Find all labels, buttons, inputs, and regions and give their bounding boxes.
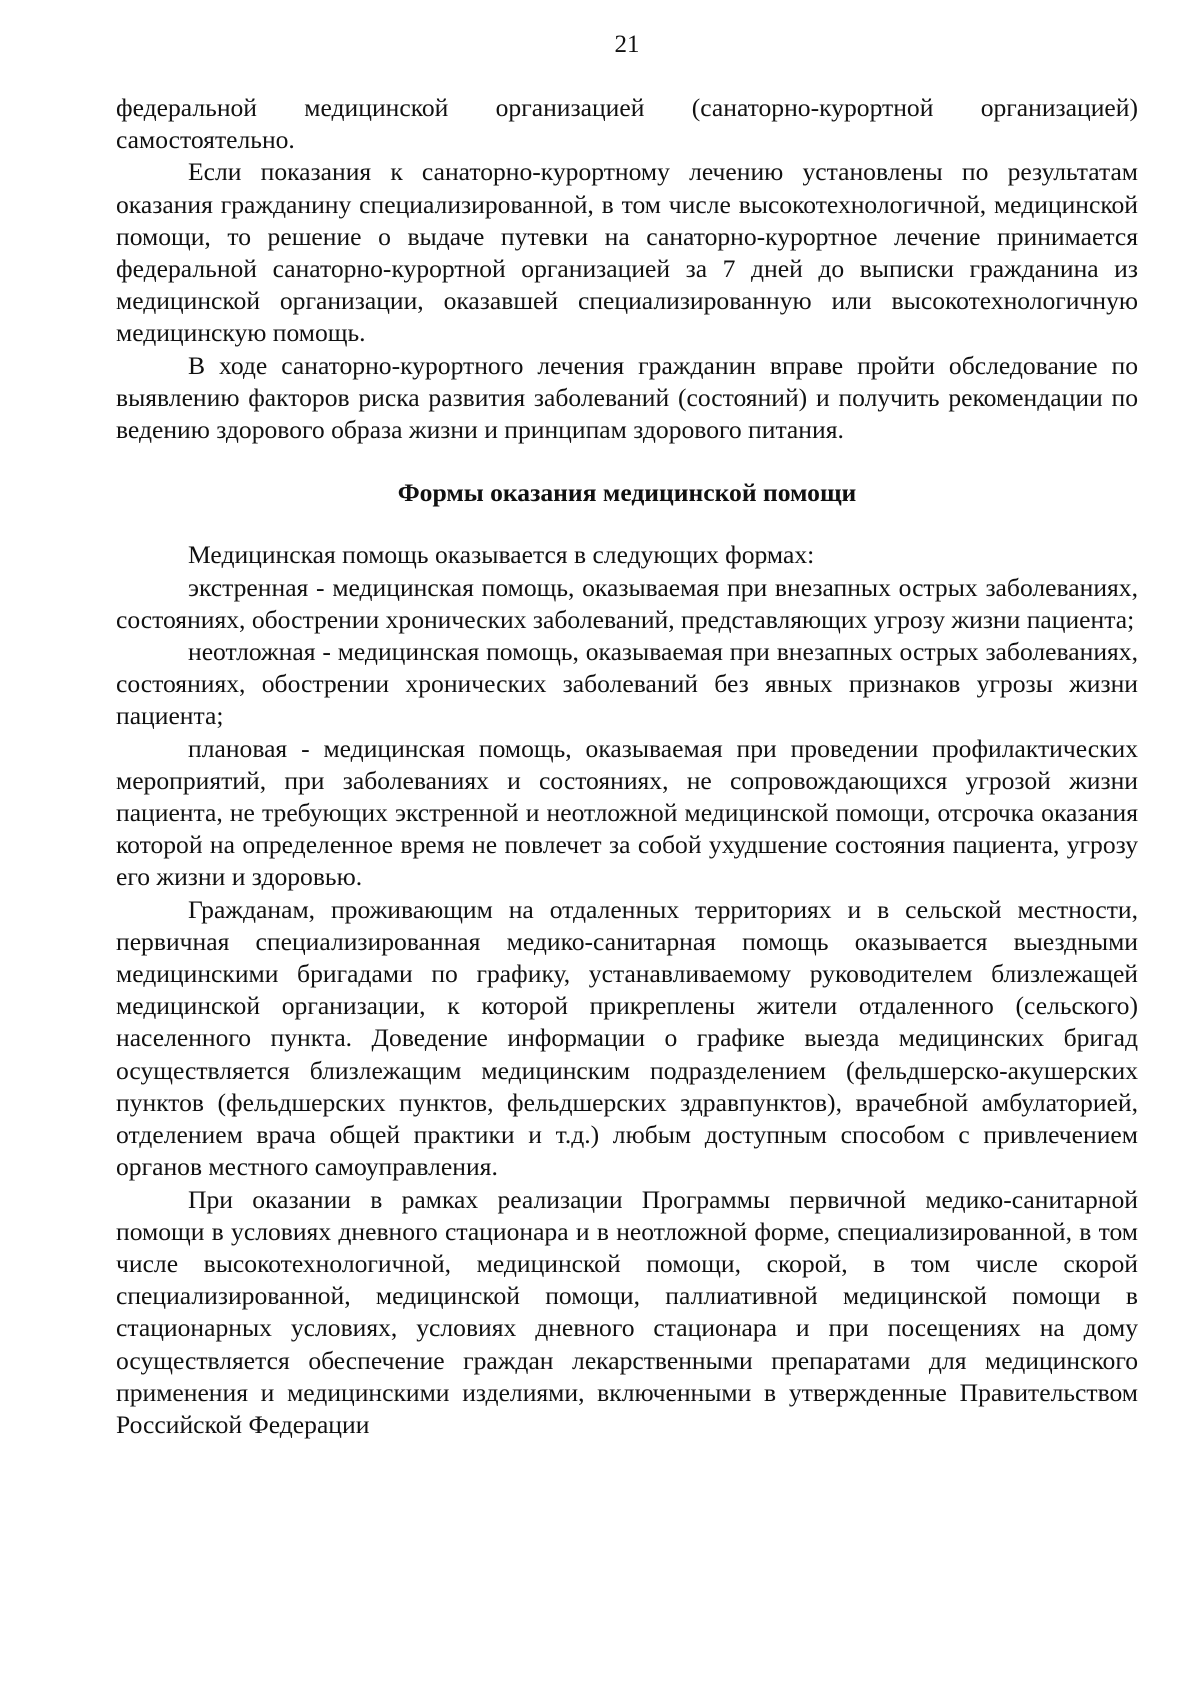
paragraph-form-emergency: экстренная - медицинская помощь, оказываемая при внезапных острых заболеваниях, состояниях, обострении хронических заболеваний, представляющих угрозу жизни пациента; [116,572,1138,634]
paragraph-forms-intro: Медицинская помощь оказывается в следующих формах: [188,540,815,570]
paragraph-sanatorium-indications: Если показания к санаторно-курортному лечению установлены по результатам оказания гражданину специализированной, в том числе высокотехнологичной, медицинской помощи, то решение о выдаче путевки на санаторно-курортное лечение принимается федеральной санаторно-курортной организацией за 7 дней до выписки гражданина из медицинской организации, оказавшей специализированную или высокотехнологичную медицинскую помощь. [116,157,1138,348]
paragraph-rural-care: Гражданам, проживающим на отдаленных территориях и в сельской местности, первичная специализированная медико-санитарная помощь оказывается выездными медицинскими бригадами по графику, устанавливаемому руководителем близлежащей медицинской организации, к которой прикреплены жители отдаленного (сельского) населенного пункта. Доведение информации о графике выезда медицинских бригад осуществляется близлежащим медицинским подразделением (фельдшерско-акушерских пунктов (фельдшерских пунктов, фельдшерских здравпунктов), врачебной амбулаторией, отделением врача общей практики и т.д.) любым доступным способом с привлечением органов местного самоуправления. [116,894,1138,1182]
paragraph-continuation: федеральной медицинской организацией (санаторно-курортной организацией) самостоятельно. [116,93,1138,155]
paragraph-form-planned: плановая - медицинская помощь, оказываемая при проведении профилактических мероприятий, при заболеваниях и состояниях, не сопровождающихся угрозой жизни пациента, не требующих экстренной и неотложной медицинской помощи, отсрочка оказания которой на определенное время не повлечет за собой ухудшение состояния пациента, угрозу его жизни и здоровью. [116,733,1138,892]
section-heading: Формы оказания медицинской помощи [397,478,857,508]
paragraph-drug-provision: При оказании в рамках реализации Программы первичной медико-санитарной помощи в условиях дневного стационара и в неотложной форме, специализированной, в том числе высокотехнологичной, медицинской помощи, скорой, в том числе скорой специализированной, медицинской помощи, паллиативной медицинской помощи в стационарных условиях, условиях дневного стационара и при посещениях на дому осуществляется обеспечение граждан лекарственными препаратами для медицинского применения и медицинскими изделиями, включенными в утвержденные Правительством Российской Федерации [116,1184,1138,1439]
page-number: 21 [614,31,640,58]
paragraph-form-urgent: неотложная - медицинская помощь, оказываемая при внезапных острых заболеваниях, состояниях, обострении хронических заболеваний без явных признаков угрозы жизни пациента; [116,637,1138,731]
paragraph-sanatorium-examination: В ходе санаторно-курортного лечения гражданин вправе пройти обследование по выявлению факторов риска развития заболеваний (состояний) и получить рекомендации по ведению здорового образа жизни и принципам здорового питания. [116,350,1138,445]
document-body [116,92,1138,1441]
